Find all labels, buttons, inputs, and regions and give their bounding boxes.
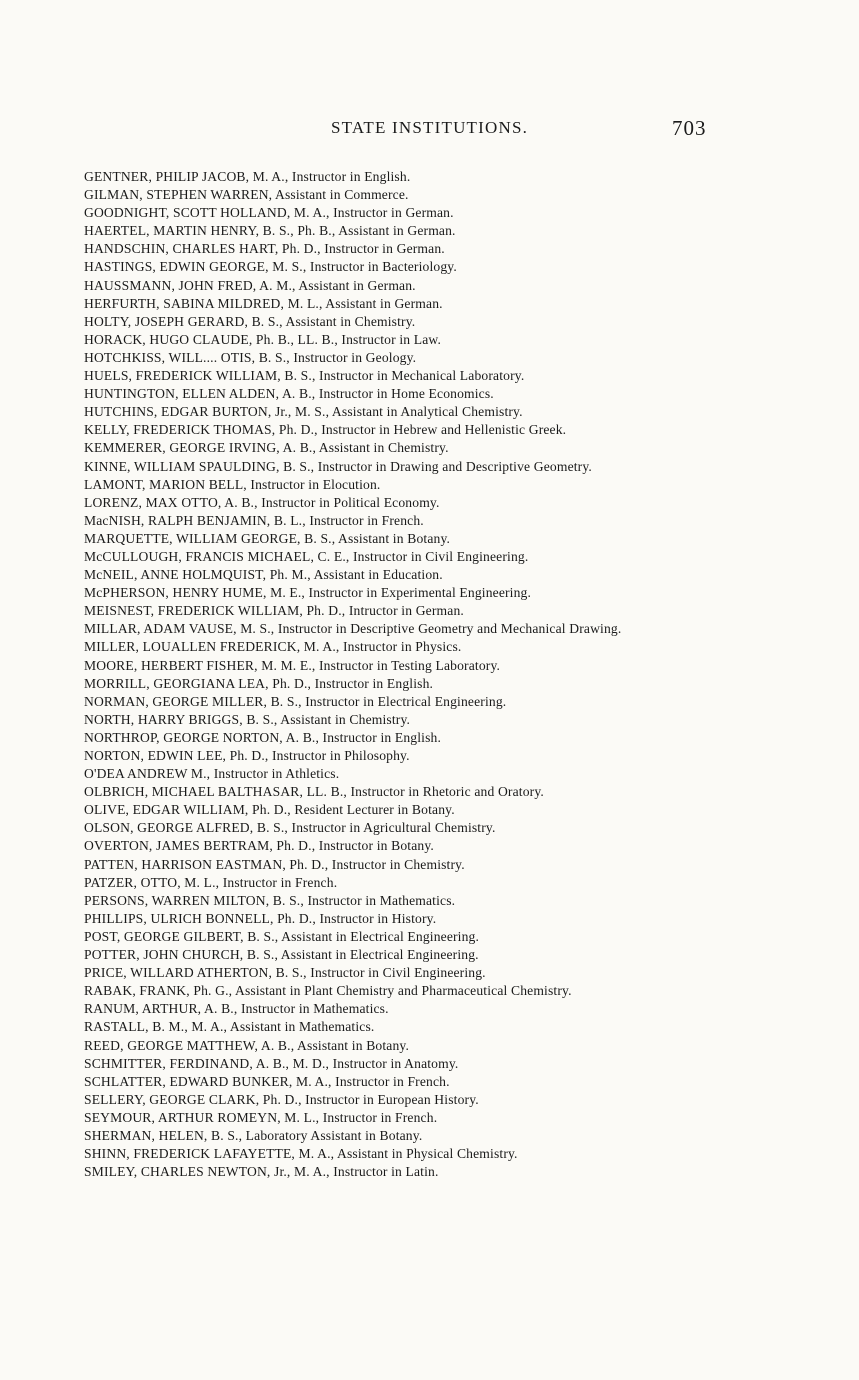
list-item: KEMMERER, GEORGE IRVING, A. B., Assistant in Chemistry. — [84, 440, 449, 456]
list-item: GENTNER, PHILIP JACOB, M. A., Instructor in English. — [84, 169, 411, 184]
list-item: HUNTINGTON, ELLEN ALDEN, A. B., Instructor in Home Economics. — [84, 386, 494, 402]
page-number: 703 — [672, 116, 707, 140]
list-item: KINNE, WILLIAM SPAULDING, B. S., Instructor in Drawing and Descriptive Geometry. — [84, 458, 592, 474]
list-item: SEYMOUR, ARTHUR ROMEYN, M. L., Instructor in French. — [84, 1109, 438, 1125]
list-item: OVERTON, JAMES BERTRAM, Ph. D., Instructor in Botany. — [84, 838, 434, 854]
list-item: HORACK, HUGO CLAUDE, Ph. B., LL. B., Instructor in Law. — [84, 331, 442, 347]
list-item: HUELS, FREDERICK WILLIAM, B. S., Instructor in Mechanical Laboratory. — [84, 368, 525, 384]
faculty-list — [84, 168, 724, 1181]
list-item: HAERTEL, MARTIN HENRY, B. S., Ph. B., Assistant in German. — [84, 223, 456, 239]
list-item: HOLTY, JOSEPH GERARD, B. S., Assistant in Chemistry. — [84, 313, 416, 329]
list-item: SMILEY, CHARLES NEWTON, Jr., M. A., Instructor in Latin. — [84, 1164, 439, 1180]
list-item: McCULLOUGH, FRANCIS MICHAEL, C. E., Instructor in Civil Engineering. — [84, 548, 529, 564]
list-item: MacNISH, RALPH BENJAMIN, B. L., Instructor in French. — [84, 512, 424, 528]
list-item: NORMAN, GEORGE MILLER, B. S., Instructor in Electrical Engineering. — [84, 693, 507, 709]
list-item: HOTCHKISS, WILL.... OTIS, B. S., Instructor in Geology. — [84, 349, 417, 365]
list-item: MARQUETTE, WILLIAM GEORGE, B. S., Assistant in Botany. — [84, 530, 451, 546]
list-item: OLBRICH, MICHAEL BALTHASAR, LL. B., Instructor in Rhetoric and Oratory. — [84, 784, 544, 800]
list-item: OLIVE, EDGAR WILLIAM, Ph. D., Resident Lecturer in Botany. — [84, 802, 455, 818]
list-item: SHINN, FREDERICK LAFAYETTE, M. A., Assistant in Physical Chemistry. — [84, 1146, 518, 1162]
list-item: REED, GEORGE MATTHEW, A. B., Assistant in Botany. — [84, 1037, 410, 1053]
list-item: KELLY, FREDERICK THOMAS, Ph. D., Instructor in Hebrew and Hellenistic Greek. — [84, 422, 567, 438]
list-item: NORTON, EDWIN LEE, Ph. D., Instructor in Philosophy. — [84, 748, 410, 763]
list-item: MILLER, LOUALLEN FREDERICK, M. A., Instructor in Physics. — [84, 639, 462, 655]
list-item: GOODNIGHT, SCOTT HOLLAND, M. A., Instructor in German. — [84, 205, 454, 221]
list-item: POST, GEORGE GILBERT, B. S., Assistant in Electrical Engineering. — [84, 928, 480, 944]
list-item: HASTINGS, EDWIN GEORGE, M. S., Instructor in Bacteriology. — [84, 259, 457, 275]
list-item: PERSONS, WARREN MILTON, B. S., Instructor in Mathematics. — [84, 892, 456, 908]
list-item: SELLERY, GEORGE CLARK, Ph. D., Instructor in European History. — [84, 1091, 479, 1107]
list-item: RASTALL, B. M., M. A., Assistant in Mathematics. — [84, 1019, 375, 1035]
list-item: SCHMITTER, FERDINAND, A. B., M. D., Instructor in Anatomy. — [84, 1055, 459, 1071]
list-item: PHILLIPS, ULRICH BONNELL, Ph. D., Instructor in History. — [84, 910, 437, 926]
list-item: LAMONT, MARION BELL, Instructor in Elocution. — [84, 476, 381, 492]
list-item: MOORE, HERBERT FISHER, M. M. E., Instructor in Testing Laboratory. — [84, 657, 501, 673]
list-item: NORTHROP, GEORGE NORTON, A. B., Instructor in English. — [84, 729, 442, 745]
list-item: HANDSCHIN, CHARLES HART, Ph. D., Instructor in German. — [84, 241, 445, 257]
list-item: HERFURTH, SABINA MILDRED, M. L., Assistant in German. — [84, 295, 443, 311]
list-item: McNEIL, ANNE HOLMQUIST, Ph. M., Assistant in Education. — [84, 567, 443, 583]
list-item: HUTCHINS, EDGAR BURTON, Jr., M. S., Assistant in Analytical Chemistry. — [84, 404, 523, 420]
list-item: OLSON, GEORGE ALFRED, B. S., Instructor in Agricultural Chemistry. — [84, 820, 496, 836]
list-item: MEISNEST, FREDERICK WILLIAM, Ph. D., Intructor in German. — [84, 603, 464, 619]
list-item: PATZER, OTTO, M. L., Instructor in French. — [84, 874, 338, 890]
list-item: PRICE, WILLARD ATHERTON, B. S., Instructor in Civil Engineering. — [84, 965, 486, 981]
list-item: SCHLATTER, EDWARD BUNKER, M. A., Instructor in French. — [84, 1073, 450, 1089]
list-item: McPHERSON, HENRY HUME, M. E., Instructor in Experimental Engineering. — [84, 585, 532, 601]
list-item: POTTER, JOHN CHURCH, B. S., Assistant in Electrical Engineering. — [84, 947, 479, 963]
list-item: MORRILL, GEORGIANA LEA, Ph. D., Instructor in English. — [84, 675, 434, 691]
list-item: LORENZ, MAX OTTO, A. B., Instructor in Political Economy. — [84, 494, 440, 510]
list-item: GILMAN, STEPHEN WARREN, Assistant in Commerce. — [84, 187, 409, 203]
list-item: RABAK, FRANK, Ph. G., Assistant in Plant Chemistry and Pharmaceutical Chemistry. — [84, 983, 572, 999]
running-header: STATE INSTITUTIONS. — [330, 118, 529, 137]
list-item: MILLAR, ADAM VAUSE, M. S., Instructor in Descriptive Geometry and Mechanical Drawing. — [84, 621, 622, 637]
list-item: PATTEN, HARRISON EASTMAN, Ph. D., Instructor in Chemistry. — [84, 856, 465, 872]
list-item: O'DEA ANDREW M., Instructor in Athletics. — [84, 766, 340, 782]
list-item: HAUSSMANN, JOHN FRED, A. M., Assistant in German. — [84, 277, 416, 293]
list-item: RANUM, ARTHUR, A. B., Instructor in Mathematics. — [84, 1001, 389, 1017]
list-item: NORTH, HARRY BRIGGS, B. S., Assistant in Chemistry. — [84, 711, 411, 727]
list-item: SHERMAN, HELEN, B. S., Laboratory Assistant in Botany. — [84, 1127, 423, 1143]
